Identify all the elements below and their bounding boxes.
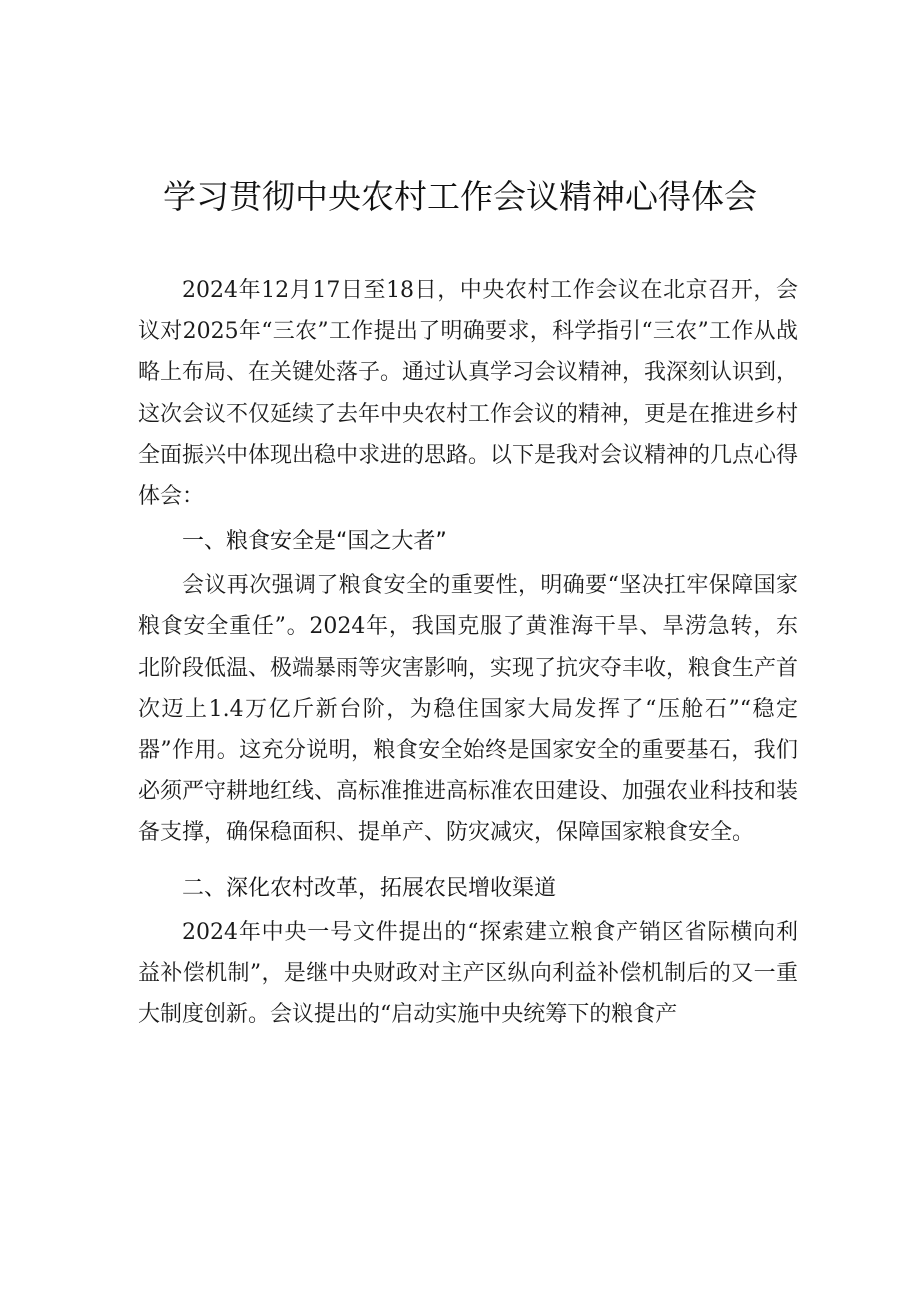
document-body: [138, 270, 798, 1035]
section-heading-rural-reform: 二、深化农村改革，拓展农民增收渠道: [182, 875, 557, 901]
section-heading-grain-security: 一、粮食安全是“国之大者”: [182, 529, 447, 555]
section-paragraph-grain-security: 会议再次强调了粮食安全的重要性，明确要“坚决扛牢保障国家粮食安全重任”。2024年，我国克服了黄淮海干旱、旱涝急转，东北阶段低温、极端暴雨等灾害影响，实现了抗灾夺丰收，粮食生产首次迈上1.4万亿斤新台阶，为稳住国家大局发挥了“压舱石”“稳定器”作用。这充分说明，粮食安全始终是国家安全的重要基石，我们必须严守耕地红线、高标准推进高标准农田建设、加强农业科技和装备支撑，确保稳面积、提单产、防灾减灾，保障国家粮食安全。: [138, 573, 799, 846]
intro-paragraph: 2024年12月17日至18日，中央农村工作会议在北京召开，会议对2025年“三农”工作提出了明确要求，科学指引“三农”工作从战略上布局、在关键处落子。通过认真学习会议精神，我深刻认识到，这次会议不仅延续了去年中央农村工作会议的精神，更是在推进乡村全面振兴中体现出稳中求进的思路。以下是我对会议精神的几点心得体会：: [138, 278, 799, 510]
section-paragraph-rural-reform: 2024年中央一号文件提出的“探索建立粮食产销区省际横向利益补偿机制”，是继中央财政对主产区纵向利益补偿机制后的又一重大制度创新。会议提出的“启动实施中央统筹下的粮食产: [138, 919, 798, 1028]
document-title: 学习贯彻中央农村工作会议精神心得体会: [163, 177, 757, 216]
